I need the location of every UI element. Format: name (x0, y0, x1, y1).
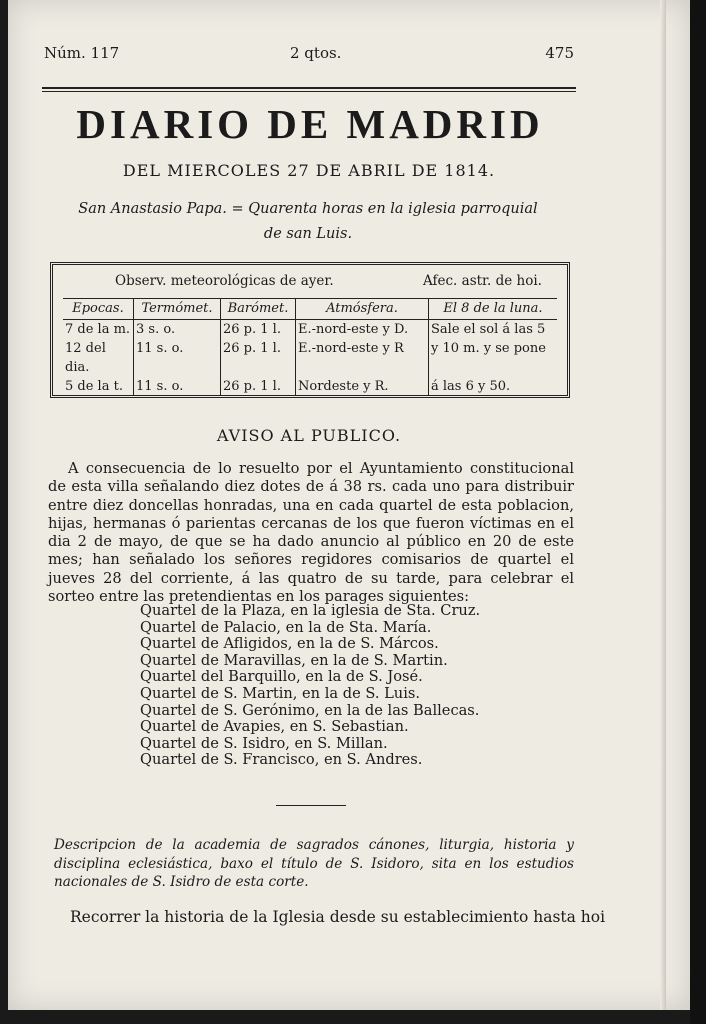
list-item: Quartel de S. Isidro, en S. Millan. (140, 734, 388, 752)
cell: 7 de la m. (65, 322, 131, 337)
table-row (63, 320, 557, 340)
astro-title: Afec. astr. de hoi. (423, 273, 542, 289)
list-item: Quartel de S. Martin, en la de S. Luis. (140, 684, 420, 702)
cell: 12 del dia. (65, 341, 106, 375)
cell: 26 p. 1 l. (221, 339, 296, 377)
page-header (44, 44, 574, 66)
list-item: Quartel de la Plaza, en la iglesia de Sta. Cruz. (140, 602, 481, 619)
list-item: Quartel de S. Gerónimo, en la de las Ballecas. (140, 701, 480, 719)
aviso-paragraph: A consecuencia de lo resuelto por el Ayuntamiento constitucional de esta villa señalando diez dotes de á 38 rs. cada uno para distribuir entre diez doncellas honradas, una en cada quartel de esta poblacion, hijas, hermanas ó parientas cercanas de los que fueron víctimas en el dia 2 de mayo, de que se ha dado anuncio al público en 20 de este mes; han señalado los señores regidores comisarios de quartel el jueves 28 del corriente, á las quatro de su tarde, para celebrar el sorteo entre las pretendientas en los parages siguientes: (48, 460, 574, 606)
newspaper-page (8, 0, 690, 1010)
col-luna: El 8 de la luna. (429, 299, 558, 320)
cell: y 10 m. y se pone (429, 339, 558, 377)
table-row (63, 377, 557, 396)
list-item: Quartel de Maravillas, en la de S. Martin. (140, 651, 448, 669)
list-item: Quartel de Avapies, en S. Sebastian. (140, 718, 409, 736)
meteorological-table (50, 262, 570, 398)
masthead-title: DIARIO DE MADRID (76, 101, 544, 147)
cell: á las 6 y 50. (429, 377, 558, 396)
closing-line: Recorrer la historia de la Iglesia desde su establecimiento hasta hoi (70, 908, 606, 926)
col-termometro: Termómet. (134, 299, 221, 320)
col-atmosfera: Atmósfera. (296, 299, 429, 320)
page-number: 475 (545, 44, 574, 62)
cell: 26 p. 1 l. (221, 377, 296, 396)
col-barometro: Barómet. (221, 299, 296, 320)
saint-of-day: San Anastasio Papa. = Quarenta horas en la iglesia parroquial de san Luis. (78, 201, 538, 242)
scan-border (690, 0, 706, 1024)
cell: 3 s. o. (134, 320, 221, 340)
issue-number: Núm. 117 (44, 44, 120, 62)
table-row (63, 339, 557, 377)
list-item: Quartel del Barquillo, en la de S. José. (140, 668, 423, 686)
list-item: Quartel de Palacio, en la de Sta. María. (140, 618, 432, 636)
cell: 26 p. 1 l. (221, 320, 296, 340)
academia-description: Descripcion de la academia de sagrados cánones, liturgia, historia y disciplina eclesiástica, baxo el título de S. Isidoro, sita en los estudios nacionales de S. Isidro de esta corte. (54, 837, 574, 890)
cell: 11 s. o. (134, 377, 221, 396)
page-curl-shadow (660, 0, 666, 1010)
list-item: Quartel de Afligidos, en la de S. Márcos. (140, 635, 439, 653)
cell: 11 s. o. (134, 339, 221, 377)
col-epocas: Epocas. (63, 299, 134, 320)
meteo-title: Observ. meteorológicas de ayer. (115, 273, 334, 289)
section-divider (276, 805, 346, 806)
cell: 5 de la t. (65, 379, 123, 394)
cell: E.-nord-este y D. (296, 320, 429, 340)
cell: Nordeste y R. (296, 377, 429, 396)
aviso-heading: AVISO AL PUBLICO. (216, 426, 402, 445)
top-rule (42, 87, 576, 92)
quarters-list (140, 603, 560, 769)
issue-price: 2 qtos. (290, 44, 342, 62)
list-item: Quartel de S. Francisco, en S. Andres. (140, 751, 423, 769)
cell: Sale el sol á las 5 (429, 320, 558, 340)
meteo-grid (63, 299, 557, 396)
cell: E.-nord-este y R (296, 339, 429, 377)
issue-date: DEL MIERCOLES 27 DE ABRIL DE 1814. (122, 161, 496, 180)
aviso-body (48, 460, 574, 606)
